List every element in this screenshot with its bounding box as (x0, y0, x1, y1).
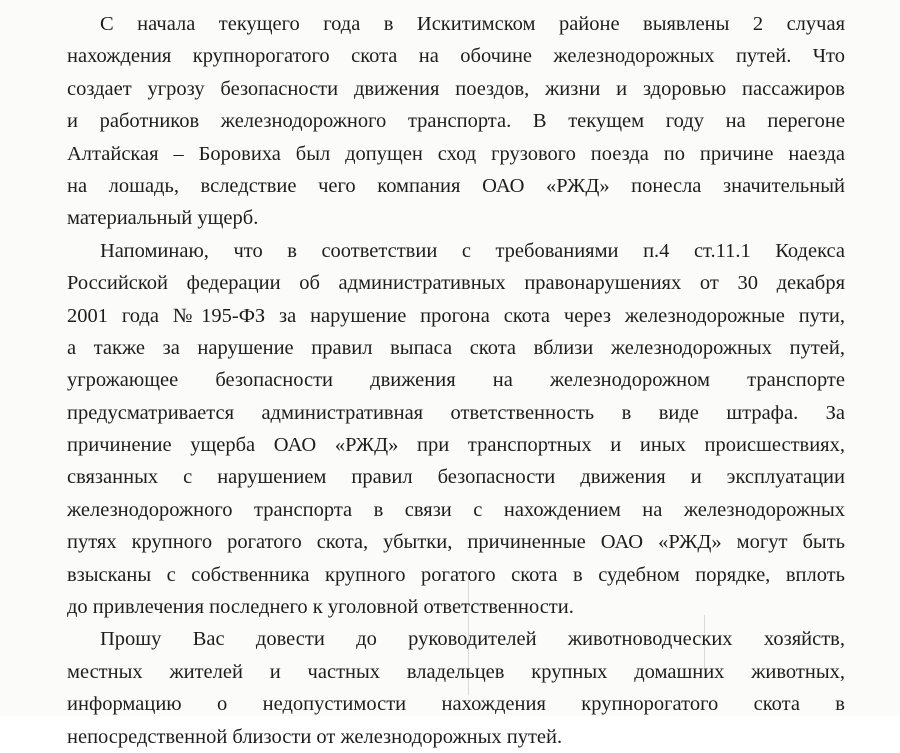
text-line: Прошу Вас довести до руководителей животноводческих хозяйств, (100, 628, 845, 651)
text-line: С начала текущего года в Искитимском районе выявлены 2 случая (100, 13, 845, 35)
text-line: Российской федерации об административных правонарушениях от 30 декабря (67, 272, 845, 295)
text-line: путях крупного рогатого скота, убытки, причиненные ОАО «РЖД» могут быть (67, 531, 845, 554)
text-line: Алтайская – Боровиха был допущен сход грузового поезда по причине наезда (67, 142, 845, 165)
text-line: Напоминаю, что в соответствии с требованиями п.4 ст.11.1 Кодекса (100, 239, 845, 262)
text-line: материальный ущерб. (67, 207, 259, 230)
document-body (67, 8, 845, 753)
text-line: непосредственной близости от железнодорожных путей. (67, 725, 563, 748)
text-line: 2001 года №195-ФЗ за нарушение прогона скота через железнодорожные пути, (67, 304, 845, 327)
text-line: информацию о недопустимости нахождения крупнорогатого скота в (67, 693, 845, 716)
text-line: до привлечения последнего к уголовной ответственности. (67, 596, 574, 619)
text-line: создает угрозу безопасности движения поездов, жизни и здоровью пассажиров (67, 77, 845, 100)
text-line: а также за нарушение правил выпаса скота вблизи железнодорожных путей, (67, 336, 845, 359)
text-line: железнодорожного транспорта в связи с нахождением на железнодорожных (67, 498, 845, 521)
text-line: нахождения крупнорогатого скота на обочине железнодорожных путей. Что (67, 45, 845, 68)
paragraph-1 (67, 8, 845, 235)
text-line: и работников железнодорожного транспорта. В текущем году на перегоне (67, 110, 845, 133)
text-line: предусматривается административная ответственность в виде штрафа. За (67, 401, 845, 424)
paragraph-2 (67, 235, 845, 624)
text-line: связанных с нарушением правил безопасности движения и эксплуатации (67, 466, 845, 489)
paragraph-3 (67, 623, 845, 753)
text-line: местных жителей и частных владельцев крупных домашних животных, (67, 660, 845, 683)
text-line: угрожающее безопасности движения на железнодорожном транспорте (67, 369, 845, 392)
text-line: на лошадь, вследствие чего компания ОАО «РЖД» понесла значительный (67, 174, 845, 197)
text-line: взысканы с собственника крупного рогатого скота в судебном порядке, вплоть (67, 563, 845, 586)
text-line: причинение ущерба ОАО «РЖД» при транспортных и иных происшествиях, (67, 434, 845, 457)
